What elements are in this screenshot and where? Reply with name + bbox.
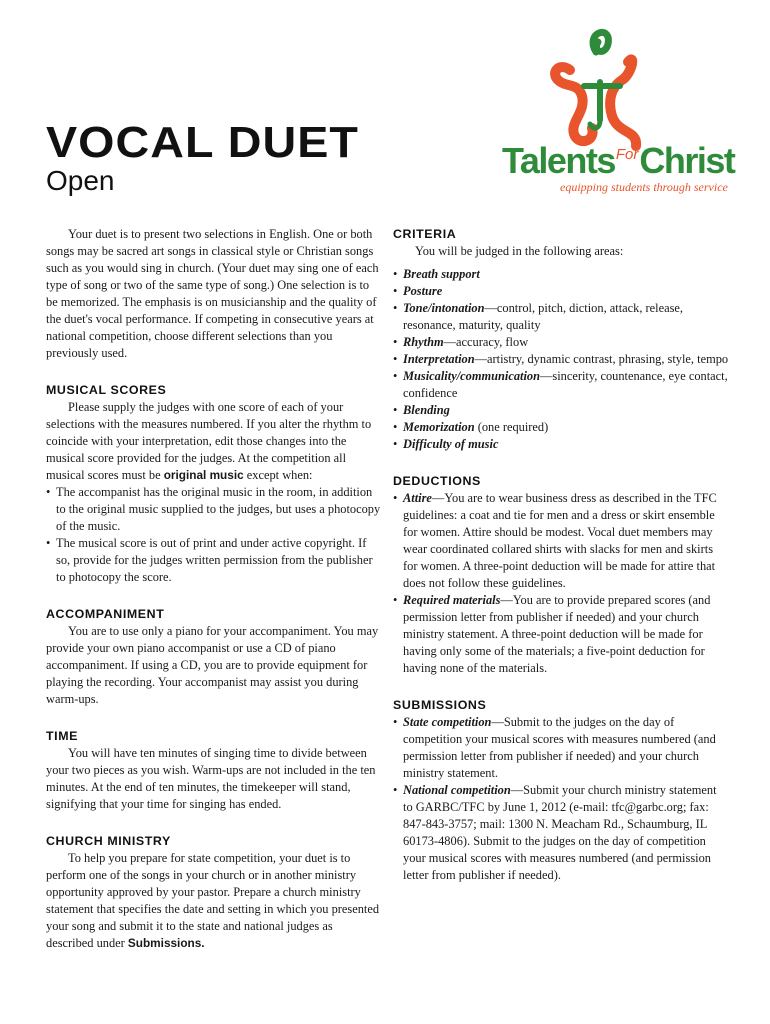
list-item: • The accompanist has the original music in the room, in addition to the original music supplied to the judges, but uses a photocopy of the music. xyxy=(46,485,381,533)
submission-item: • National competition—Submit your church ministry statement to GARBC/TFC by June 1, 2012 (e-mail: tfc@garbc.org; fax: 847-843-3757; mail: 1300 N. Meacham Rd., Schaumburg, IL 60173-4806). Submit to the judges on the day of competition your musical scores with measures numbered (and permission letter from publisher if needed). xyxy=(393,783,717,882)
deduction-desc: —You are to wear business dress as described in the TFC guidelines: a coat and tie for men and a dress or skirt ensemble for women. Attire should be modest. Vocal duet members may wear coordinated collared shirts with slacks for men and skirts for women. A three-point deduction will be made for attire that does not follow these guidelines. xyxy=(403,491,717,590)
church-ministry-text: To help you prepare for state competition, your duet is to perform one of the songs in your church or in another ministry opportunity approved by your pastor. Prepare a church ministry statement that specifies the date and setting in which you presented your song and submit it to the state and national judges as described under xyxy=(46,851,380,950)
criteria-term: Tone/intonation xyxy=(403,301,485,315)
musical-scores-paragraph xyxy=(46,399,381,484)
time-heading: TIME xyxy=(46,729,78,743)
criteria-intro: You will be judged in the following areas: xyxy=(415,244,624,258)
list-item-text: The musical score is out of print and under active copyright. If so, provide for the judges written permission from the publisher to photocopy the score. xyxy=(56,536,373,584)
intro-paragraph: Your duet is to present two selections in English. One or both songs may be sacred art songs in classical style or Christian songs such as you would sing in church. (Your duet may sing one of each type of song or two of the same type of song.) One selection is to be memorized. The emphasis is on musicianship and the quality of the duet's vocal performance. If competing in consecutive years at national competition, choose different selections than you previously used. xyxy=(46,227,379,360)
criteria-term: Difficulty of music xyxy=(403,437,499,451)
submission-term: National competition xyxy=(403,783,511,797)
submission-desc: —Submit to the judges on the day of competition your musical scores with measures numbered (and permission letter from publisher if needed) and your church ministry statement. xyxy=(403,715,716,780)
criteria-desc: —control, pitch, diction, attack, release, resonance, maturity, quality xyxy=(403,301,684,332)
page-subtitle: Open xyxy=(46,165,115,196)
criteria-term: Blending xyxy=(403,403,450,417)
criteria-desc: (one required) xyxy=(474,420,549,434)
criteria-item: • Interpretation—artistry, dynamic contrast, phrasing, style, tempo xyxy=(393,352,729,366)
criteria-item: • Breath support xyxy=(393,267,480,281)
deduction-item: • Required materials—You are to provide prepared scores (and permission letter from publisher if needed) and your church ministry statement. A three-point deduction will be made for having only some of the materials; a five-point deduction for having none of the materials. xyxy=(393,593,711,675)
criteria-item: • Musicality/communication—sincerity, countenance, eye contact, confidence xyxy=(393,369,728,400)
deduction-item: • Attire—You are to wear business dress as described in the TFC guidelines: a coat and tie for men and a dress or skirt ensemble for women. Attire should be modest. Vocal duet members may wear coordinated collared shirts with slacks for men and skirts for women. A three-point deduction will be made for attire that does not follow these guidelines. xyxy=(393,491,717,590)
submissions-heading: SUBMISSIONS xyxy=(393,698,487,712)
submissions-reference: Submissions. xyxy=(127,936,205,950)
musical-scores-heading: MUSICAL SCORES xyxy=(46,383,167,397)
deduction-term: Attire xyxy=(403,491,432,505)
left-column xyxy=(46,226,381,952)
criteria-term: Rhythm xyxy=(403,335,444,349)
criteria-list xyxy=(393,266,729,453)
deduction-desc: —You are to provide prepared scores (and permission letter from publisher if needed) and your church ministry statement. A three-point deduction will be made for having only some of the materials; a five-point deduction for having none of the materials. xyxy=(403,593,711,675)
church-ministry-heading: CHURCH MINISTRY xyxy=(46,834,171,848)
criteria-heading: CRITERIA xyxy=(393,227,457,241)
criteria-item: • Posture xyxy=(393,284,443,298)
criteria-term: Breath support xyxy=(403,267,480,281)
list-item-text: The accompanist has the original music in the room, in addition to the original music supplied to the judges, but uses a photocopy of the music. xyxy=(56,485,381,533)
accompaniment-heading: ACCOMPANIMENT xyxy=(46,607,165,621)
musical-scores-list xyxy=(46,484,381,586)
criteria-term: Interpretation xyxy=(403,352,475,366)
deductions-heading: DEDUCTIONS xyxy=(393,474,481,488)
musical-scores-bold: original music xyxy=(163,468,244,482)
submission-item: • State competition—Submit to the judges on the day of competition your musical scores with measures numbered (and permission letter from publisher if needed) and your church ministry statement. xyxy=(393,715,716,780)
page-title: VOCAL DUET xyxy=(46,118,359,167)
criteria-item: • Rhythm—accuracy, flow xyxy=(393,335,529,349)
criteria-item: • Memorization (one required) xyxy=(393,420,549,434)
logo-wordmark xyxy=(502,140,734,182)
deductions-list xyxy=(393,490,729,677)
musical-scores-text-end: except when: xyxy=(243,468,313,482)
logo-tagline: equipping students through service xyxy=(560,180,728,194)
submissions-list xyxy=(393,714,729,884)
criteria-item: • Blending xyxy=(393,403,450,417)
criteria-item: • Tone/intonation—control, pitch, diction, attack, release, resonance, maturity, quality xyxy=(393,301,684,332)
logo-word-talents: Talents xyxy=(502,140,615,181)
criteria-term: Memorization xyxy=(403,420,475,434)
list-item: • The musical score is out of print and under active copyright. If so, provide for the judges written permission from the publisher to photocopy the score. xyxy=(46,536,373,584)
accompaniment-paragraph: You are to use only a piano for your accompaniment. You may provide your own piano accompanist or use a CD of piano accompaniment. If using a CD, you are to provide equipment for playing the recording. Your accompanist may assist you during warm-ups. xyxy=(46,624,379,706)
criteria-desc: —sincerity, countenance, eye contact, confidence xyxy=(403,369,728,400)
criteria-term: Posture xyxy=(403,284,443,298)
criteria-desc: —artistry, dynamic contrast, phrasing, style, tempo xyxy=(474,352,729,366)
right-column xyxy=(393,226,729,884)
criteria-term: Musicality/communication xyxy=(403,369,540,383)
church-ministry-paragraph xyxy=(46,850,381,952)
logo-word-for: For xyxy=(615,146,639,163)
submission-term: State competition xyxy=(403,715,492,729)
time-paragraph: You will have ten minutes of singing time to divide between your two pieces as you wish. Warm-ups are not included in the ten minutes. At the end of ten minutes, the timekeeper will stand, signifying that your time for singing has ended. xyxy=(46,746,376,811)
musical-scores-text: Please supply the judges with one score of each of your selections with the measures numbered. If you alter the rhythm to coincide with your interpretation, edit those changes into the musical score provided for the judges. At the competition all musical scores must be xyxy=(46,400,372,482)
criteria-desc: —accuracy, flow xyxy=(443,335,529,349)
submission-desc: —Submit your church ministry statement to GARBC/TFC by June 1, 2012 (e-mail: tfc@garbc.org; fax: 847-843-3757; mail: 1300 N. Meacham Rd., Schaumburg, IL 60173-4806). Submit to the judges on the day of competition your musical scores with measures numbered (and permission letter from publisher if needed). xyxy=(403,783,717,882)
criteria-item: • Difficulty of music xyxy=(393,437,499,451)
logo-word-christ: Christ xyxy=(639,140,735,181)
deduction-term: Required materials xyxy=(403,593,501,607)
